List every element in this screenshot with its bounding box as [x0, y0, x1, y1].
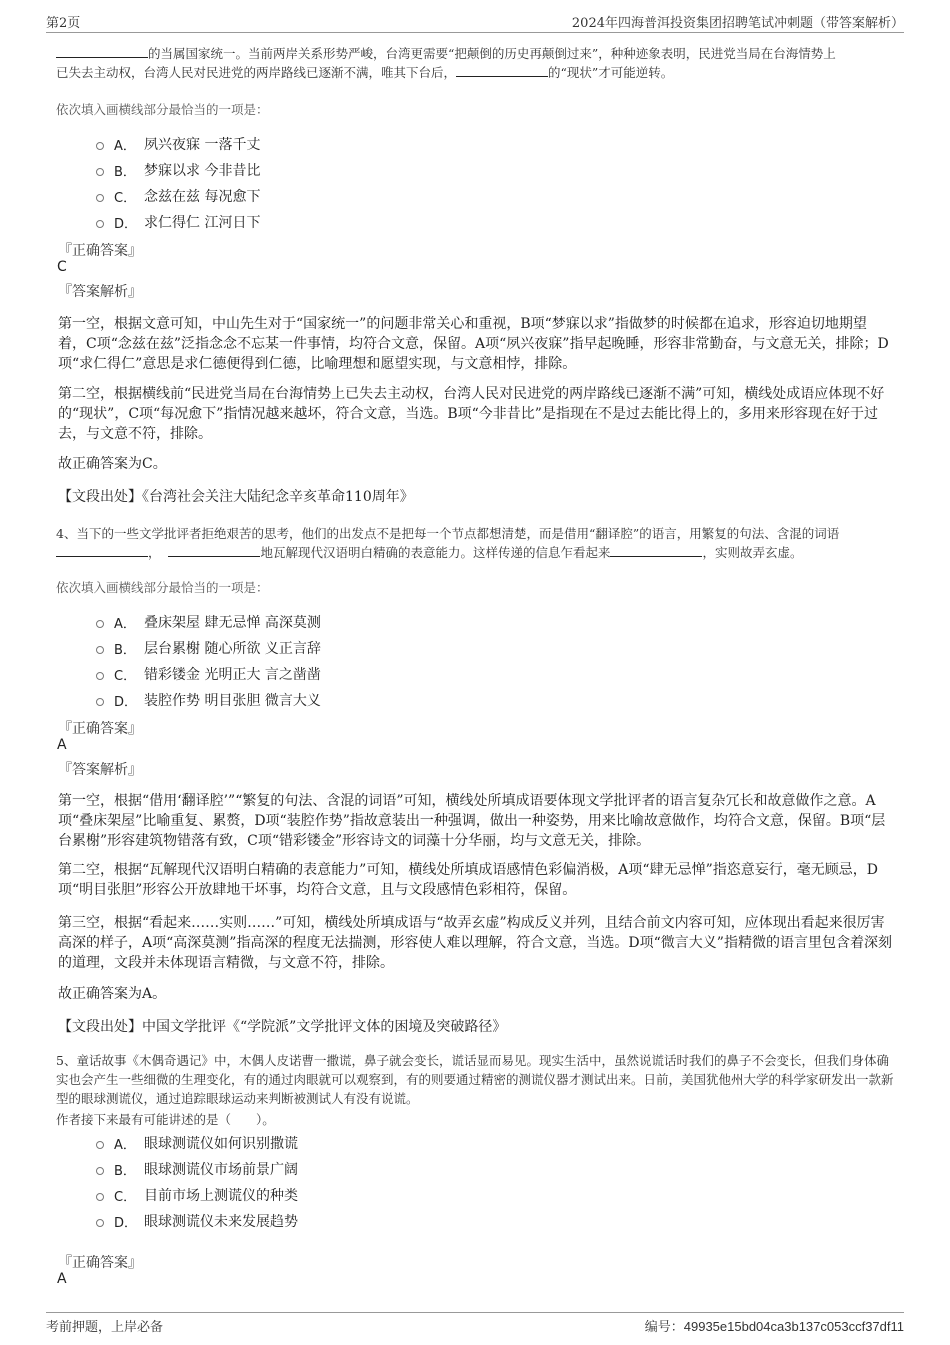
- q5-option-d[interactable]: D． 眼球测谎仪未来发展趋势: [96, 1211, 298, 1231]
- q5-prompt: 作者接下来最有可能讲述的是（ ）。: [56, 1112, 275, 1127]
- page-number: 第2页: [46, 16, 81, 31]
- q4-stem: 4、当下的一些文学批评者拒绝艰苦的思考，他们的出发点不是把每一个节点都想清楚，而是借用“翻译腔”的语言，用繁复的句法、含混的词语 ， 地瓦解现代汉语明白精确的表意能力。这样传递的信息乍看起来 ，实则故弄玄虚。: [56, 526, 840, 560]
- radio-icon[interactable]: [96, 142, 104, 150]
- q3-option-a[interactable]: A． 夙兴夜寐 一落千丈: [96, 134, 260, 154]
- page-header: [46, 10, 904, 33]
- radio-icon[interactable]: [96, 698, 104, 706]
- q3-source: 【文段出处】《台湾社会关注大陆纪念辛亥革命110周年》: [58, 489, 414, 505]
- q4-option-b[interactable]: B． 层台累榭 随心所欲 义正言辞: [96, 638, 321, 658]
- q4-analysis-1: 第一空，根据“借用‘翻译腔’”“繁复的句法、含混的词语”可知，横线处所填成语要体现文学批评者的语言复杂冗长和故意做作之意。A项“叠床架屋”比喻重复、累赘，D项“装腔作势”指故意装出一种强调，做出一种姿势，用来比喻故意做作，均符合文意，保留。B项“层台累榭”形容建筑物错落有致，C项“错彩镂金”形容诗文的词藻十分华丽，均与文意无关，排除。: [58, 793, 886, 849]
- q4-option-a[interactable]: A． 叠床架屋 肆无忌惮 高深莫测: [96, 612, 321, 632]
- q5-stem: 5、童话故事《木偶奇遇记》中，木偶人皮诺曹一撒谎，鼻子就会变长，谎话显而易见。现实生活中，虽然说谎话时我们的鼻子不会变长，但我们身体确实也会产生一些细微的生理变化，有的通过肉眼就可以观察到，有的则要通过精密的测谎仪器才测试出来。日前，美国犹他州大学的科学家研发出一款新型的眼球测谎仪，通过追踪眼球运动来判断被测试人有没有说谎。: [56, 1053, 894, 1106]
- q3-analysis-1: 第一空，根据文意可知，中山先生对于“国家统一”的问题非常关心和重视，B项“梦寐以求”指做梦的时候都在追求，形容迫切地期望着，C项“念兹在兹”泛指念念不忘某一件事情，均符合文意，保留。A项“夙兴夜寐”指早起晚睡，形容非常勤奋，与文意无关，排除；D项“求仁得仁”意思是求仁德便得到仁德，比喻理想和愿望实现，与文意相悖，排除。: [58, 316, 889, 372]
- q4-source: 【文段出处】中国文学批评《“学院派”文学批评文体的困境及突破路径》: [58, 1019, 507, 1035]
- q3-prompt: 依次填入画横线部分最恰当的一项是：: [56, 102, 269, 117]
- q3-analysis-label: 『答案解析』: [58, 284, 142, 300]
- q3-answer: C: [57, 259, 67, 275]
- q4-conclusion: 故正确答案为A。: [58, 986, 167, 1002]
- fill-blank: [610, 544, 702, 557]
- radio-icon[interactable]: [96, 194, 104, 202]
- fill-blank: [456, 64, 548, 77]
- q5-option-b[interactable]: B． 眼球测谎仪市场前景广阔: [96, 1159, 298, 1179]
- q4-answer: A: [57, 737, 67, 753]
- q3-stem: 的当属国家统一。当前两岸关系形势严峻，台湾更需要“把颠倒的历史再颠倒过来”，种种迹象表明，民进党当局在台海情势上 已失去主动权，台湾人民对民进党的两岸路线已逐渐不满，唯其下台后， 的“现状”才可能逆转。: [56, 46, 836, 80]
- radio-icon[interactable]: [96, 1141, 104, 1149]
- q3-option-d[interactable]: D． 求仁得仁 江河日下: [96, 212, 260, 232]
- q4-option-d[interactable]: D． 装腔作势 明目张胆 微言大义: [96, 690, 321, 710]
- q4-answer-label: 『正确答案』: [58, 721, 142, 737]
- radio-icon[interactable]: [96, 672, 104, 680]
- radio-icon[interactable]: [96, 168, 104, 176]
- q5-answer-label: 『正确答案』: [58, 1255, 142, 1271]
- footer-slogan: 考前押题，上岸必备: [46, 1320, 164, 1335]
- radio-icon[interactable]: [96, 646, 104, 654]
- q5-option-c[interactable]: C． 目前市场上测谎仪的种类: [96, 1185, 298, 1205]
- q4-option-c[interactable]: C． 错彩镂金 光明正大 言之凿凿: [96, 664, 321, 684]
- radio-icon[interactable]: [96, 220, 104, 228]
- radio-icon[interactable]: [96, 1219, 104, 1227]
- q5-option-a[interactable]: A． 眼球测谎仪如何识别撒谎: [96, 1133, 298, 1153]
- radio-icon[interactable]: [96, 1193, 104, 1201]
- q4-analysis-label: 『答案解析』: [58, 762, 142, 778]
- radio-icon[interactable]: [96, 620, 104, 628]
- q3-answer-label: 『正确答案』: [58, 243, 142, 259]
- q5-answer: A: [57, 1271, 67, 1287]
- q3-option-b[interactable]: B． 梦寐以求 今非昔比: [96, 160, 260, 180]
- q3-analysis-2: 第二空，根据横线前“民进党当局在台海情势上已失去主动权，台湾人民对民进党的两岸路线已逐渐不满”可知，横线处成语应体现不好的“现状”，C项“每况愈下”指情况越来越坏，符合文意，当选。B项“今非昔比”是指现在不是过去能比得上的，多用来形容现在好于过去，与文意不符，排除。: [58, 386, 885, 442]
- fill-blank: [168, 544, 260, 557]
- document-title: 2024年四海普洱投资集团招聘笔试冲刺题（带答案解析）: [571, 16, 904, 31]
- page-footer: [46, 1312, 904, 1335]
- q3-conclusion: 故正确答案为C。: [58, 456, 167, 472]
- radio-icon[interactable]: [96, 1167, 104, 1175]
- q3-option-c[interactable]: C． 念兹在兹 每况愈下: [96, 186, 260, 206]
- q4-analysis-3: 第三空，根据“看起来……实则……”可知，横线处所填成语与“故弄玄虚”构成反义并列，且结合前文内容可知，应体现出看起来很厉害高深的样子，A项“高深莫测”指高深的程度无法揣测，形容使人难以理解，符合文意，当选。D项“微言大义”指精微的语言里包含着深刻的道理，文段并未体现语言精微，与文意不符，排除。: [58, 915, 892, 971]
- document-id: 编号：49935e15bd04ca3b137c053ccf37df11: [644, 1319, 904, 1334]
- q4-analysis-2: 第二空，根据“瓦解现代汉语明白精确的表意能力”可知，横线处所填成语感情色彩偏消极，A项“肆无忌惮”指恣意妄行，毫无顾忌，D项“明目张胆”形容公开放肆地干坏事，均符合文意，且与文段感情色彩相符，保留。: [58, 862, 878, 898]
- q4-prompt: 依次填入画横线部分最恰当的一项是：: [56, 580, 269, 595]
- fill-blank: [56, 544, 148, 557]
- fill-blank: [56, 45, 148, 58]
